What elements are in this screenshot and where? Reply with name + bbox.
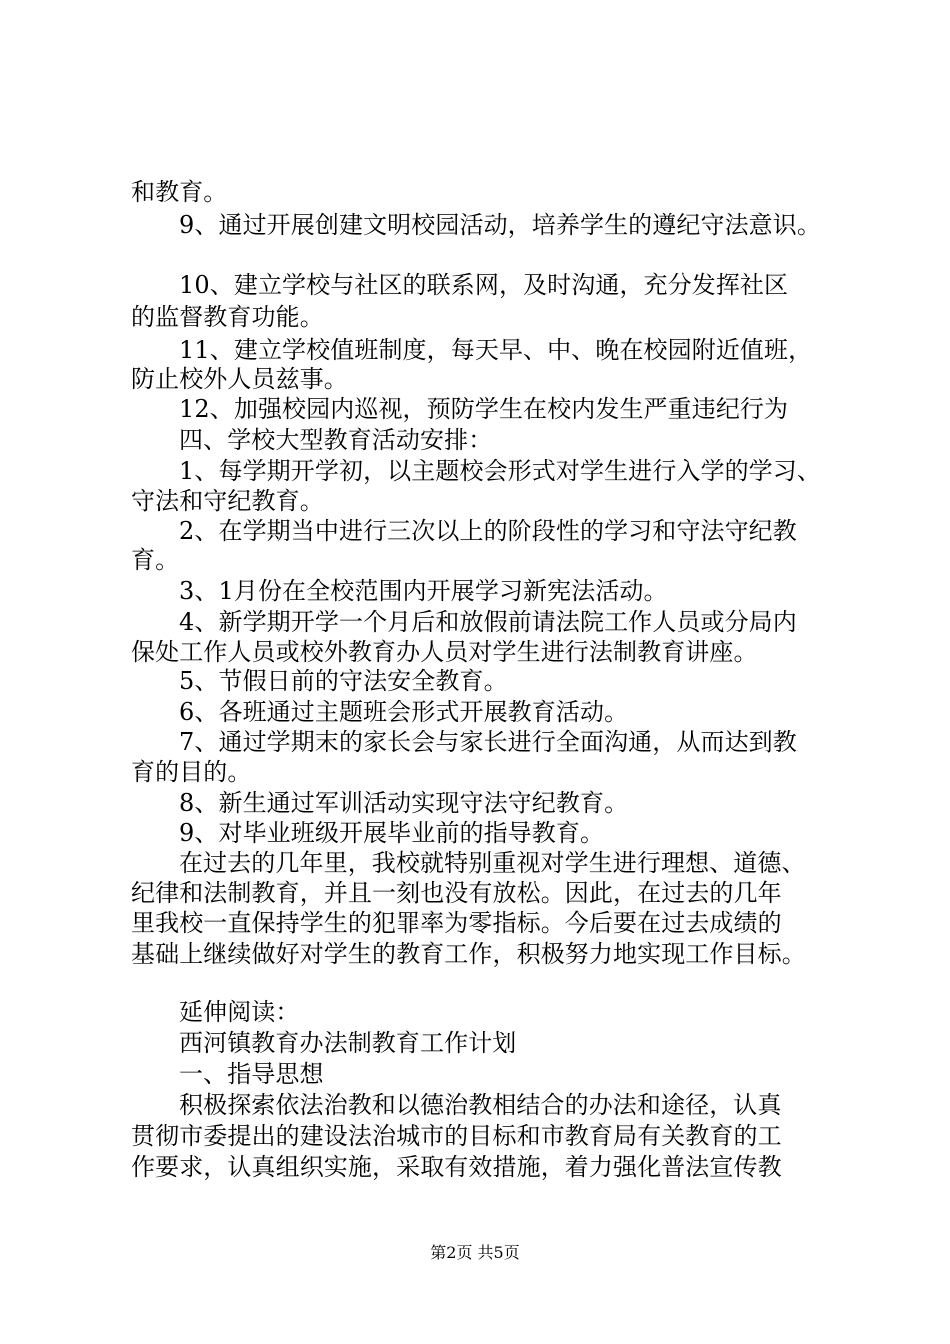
text-line: 7、通过学期末的家长会与家长进行全面沟通，从而达到教	[179, 728, 797, 756]
text-line: 保处工作人员或校外教育办人员对学生进行法制教育讲座。	[131, 638, 758, 666]
text-line: 在过去的几年里，我校就特别重视对学生进行理想、道德、	[179, 849, 806, 877]
text-line: 育的目的。	[131, 758, 252, 786]
text-line: 育。	[131, 546, 180, 574]
text-line: 11、建立学校值班制度，每天早、中、晚在校园附近值班，	[179, 336, 813, 364]
text-line: 基础上继续做好对学生的教育工作，积极努力地实现工作目标。	[131, 940, 806, 968]
text-line: 9、对毕业班级开展毕业前的指导教育。	[179, 819, 605, 847]
text-line: 2、在学期当中进行三次以上的阶段性的学习和守法守纪教	[179, 517, 797, 545]
text-line: 的监督教育功能。	[131, 303, 324, 331]
text-line: 里我校一直保持学生的犯罪率为零指标。今后要在过去成绩的	[131, 909, 782, 937]
text-line: 9、通过开展创建文明校园活动，培养学生的遵纪守法意识。	[179, 211, 821, 239]
page-footer: 第2页 共5页	[430, 1243, 520, 1262]
text-line: 3、1月份在全校范围内开展学习新宪法活动。	[179, 577, 668, 605]
text-line: 8、新生通过军训活动实现守法守纪教育。	[179, 789, 629, 817]
text-line: 4、新学期开学一个月后和放假前请法院工作人员或分局内	[179, 608, 797, 636]
text-line: 贯彻市委提出的建设法治城市的目标和市教育局有关教育的工	[131, 1122, 782, 1150]
text-line: 守法和守纪教育。	[131, 487, 324, 515]
text-line: 作要求，认真组织实施，采取有效措施，着力强化普法宣传教	[131, 1153, 782, 1181]
text-line: 1、每学期开学初，以主题校会形式对学生进行入学的学习、	[179, 457, 821, 485]
text-line: 纪律和法制教育，并且一刻也没有放松。因此，在过去的几年	[131, 879, 782, 907]
text-line: 积极探索依法治教和以德治教相结合的办法和途径，认真	[179, 1091, 782, 1119]
article-title: 西河镇教育办法制教育工作计划	[179, 1029, 517, 1057]
section-heading: 一、指导思想	[179, 1060, 324, 1088]
text-line: 和教育。	[131, 178, 228, 206]
section-heading: 四、学校大型教育活动安排：	[179, 426, 493, 454]
extended-reading-label: 延伸阅读：	[179, 998, 300, 1026]
text-line: 5、节假日前的守法安全教育。	[179, 667, 508, 695]
text-line: 12、加强校园内巡视，预防学生在校内发生严重违纪行为	[179, 395, 789, 423]
text-line: 10、建立学校与社区的联系网，及时沟通，充分发挥社区	[179, 271, 789, 299]
text-line: 防止校外人员兹事。	[131, 365, 348, 393]
text-line: 6、各班通过主题班会形式开展教育活动。	[179, 698, 629, 726]
